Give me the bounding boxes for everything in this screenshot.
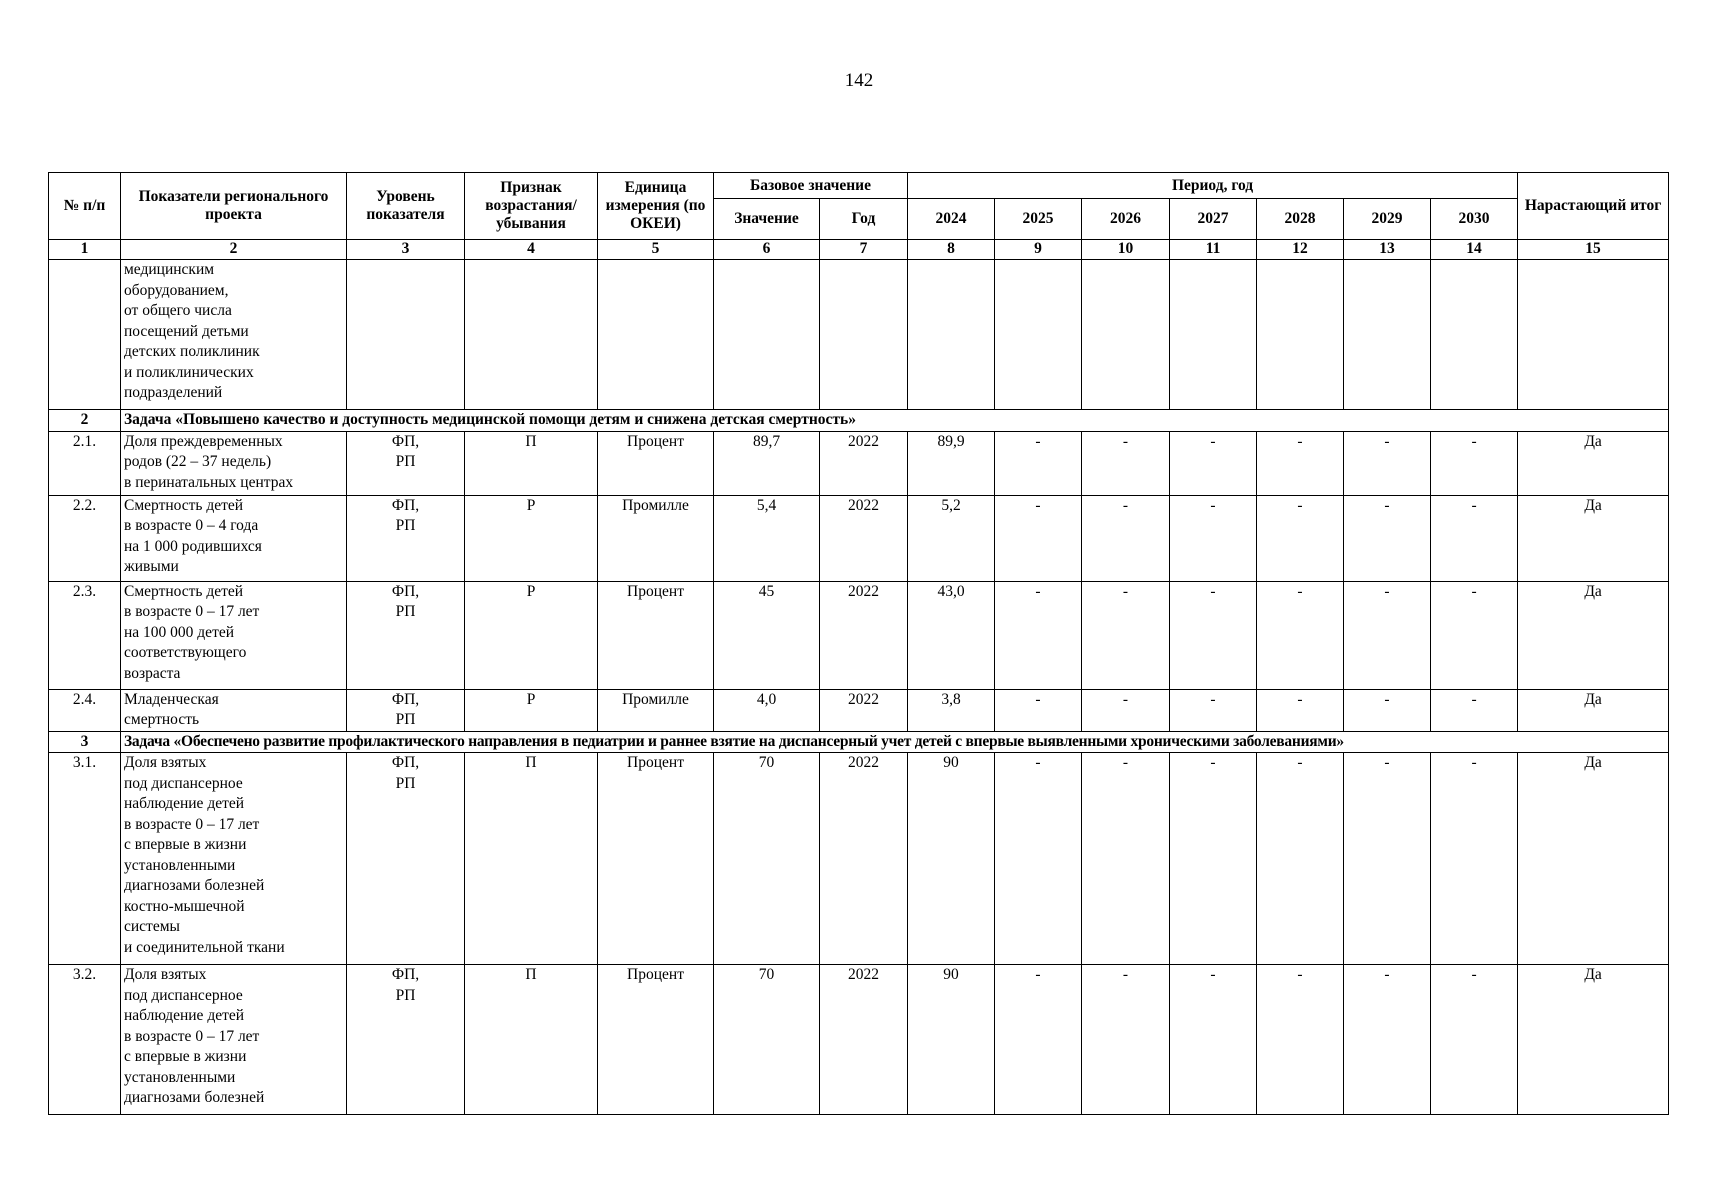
value-dash: - (1082, 431, 1170, 495)
value-dash: - (1257, 431, 1344, 495)
base-value: 5,4 (714, 495, 820, 581)
indicator-row (49, 689, 1669, 731)
column-number: 6 (714, 240, 820, 260)
row-number: 3.2. (49, 965, 121, 1115)
value-dash: - (1257, 753, 1344, 965)
column-number: 1 (49, 240, 121, 260)
value-dash: - (1082, 689, 1170, 731)
task-row-2 (49, 410, 1669, 432)
indicator-name: Младенческая смертность (121, 689, 347, 731)
value-dash: - (1170, 431, 1257, 495)
unit: Промилле (598, 689, 714, 731)
header-unit: Единица измерения (по ОКЕИ) (598, 173, 714, 240)
value-dash: - (1344, 495, 1431, 581)
value-dash: - (1257, 495, 1344, 581)
indicator-row (49, 495, 1669, 581)
row-number: 2.4. (49, 689, 121, 731)
empty-cell (714, 260, 820, 410)
indicator-level: ФП, РП (347, 753, 465, 965)
value-dash: - (1257, 581, 1344, 689)
indicator-level: ФП, РП (347, 581, 465, 689)
cumulative-flag: Да (1518, 753, 1669, 965)
task-number: 2 (49, 410, 121, 432)
column-number: 14 (1431, 240, 1518, 260)
indicator-level: ФП, РП (347, 965, 465, 1115)
empty-cell (1431, 260, 1518, 410)
value-dash: - (1170, 495, 1257, 581)
indicator-row (49, 753, 1669, 965)
task-number: 3 (49, 731, 121, 753)
value-dash: - (1431, 965, 1518, 1115)
indicator-name: Доля взятых под диспансерное наблюдение детей в возрасте 0 – 17 лет с впервые в жизни установленными диагнозами болезней костно-мышечной системы и соединительной ткани (121, 753, 347, 965)
unit: Процент (598, 753, 714, 965)
header-level: Уровень показателя (347, 173, 465, 240)
column-number: 15 (1518, 240, 1669, 260)
unit: Процент (598, 581, 714, 689)
column-number: 10 (1082, 240, 1170, 260)
indicator-row (49, 581, 1669, 689)
empty-cell (820, 260, 908, 410)
header-indicators: Показатели регионального проекта (121, 173, 347, 240)
column-number: 9 (995, 240, 1082, 260)
header-base-year: Год (820, 199, 908, 240)
cumulative-flag: Да (1518, 965, 1669, 1115)
cumulative-flag: Да (1518, 431, 1669, 495)
value-dash: - (1082, 495, 1170, 581)
empty-cell (465, 260, 598, 410)
row-number: 2.3. (49, 581, 121, 689)
indicator-name: Смертность детей в возрасте 0 – 17 лет на 100 000 детей соответствующего возраста (121, 581, 347, 689)
empty-cell (1170, 260, 1257, 410)
value-dash: - (1344, 581, 1431, 689)
value-dash: - (995, 581, 1082, 689)
column-number: 11 (1170, 240, 1257, 260)
header-row-1 (49, 173, 1669, 199)
trend-sign: П (465, 753, 598, 965)
indicator-name: Смертность детей в возрасте 0 – 4 года на 1 000 родившихся живыми (121, 495, 347, 581)
cumulative-flag: Да (1518, 689, 1669, 731)
trend-sign: Р (465, 689, 598, 731)
column-number: 5 (598, 240, 714, 260)
column-number: 13 (1344, 240, 1431, 260)
header-num: № п/п (49, 173, 121, 240)
header-year-2029: 2029 (1344, 199, 1431, 240)
base-year: 2022 (820, 965, 908, 1115)
header-sign: Признак возрастания/ убывания (465, 173, 598, 240)
value-2024: 89,9 (908, 431, 995, 495)
continuation-row (49, 260, 1669, 410)
base-year: 2022 (820, 753, 908, 965)
value-dash: - (1431, 495, 1518, 581)
column-number: 2 (121, 240, 347, 260)
column-number: 3 (347, 240, 465, 260)
cumulative-flag: Да (1518, 495, 1669, 581)
header-year-2026: 2026 (1082, 199, 1170, 240)
value-dash: - (1082, 753, 1170, 965)
value-2024: 3,8 (908, 689, 995, 731)
value-dash: - (1170, 965, 1257, 1115)
row-number: 2.2. (49, 495, 121, 581)
value-dash: - (1431, 689, 1518, 731)
value-dash: - (1431, 753, 1518, 965)
indicators-table (48, 172, 1669, 1115)
trend-sign: П (465, 431, 598, 495)
column-number: 4 (465, 240, 598, 260)
base-value: 89,7 (714, 431, 820, 495)
value-dash: - (1431, 581, 1518, 689)
value-dash: - (1170, 581, 1257, 689)
header-base: Базовое значение (714, 173, 908, 199)
header-year-2027: 2027 (1170, 199, 1257, 240)
empty-cell (49, 260, 121, 410)
row-number: 2.1. (49, 431, 121, 495)
value-dash: - (1170, 753, 1257, 965)
value-dash: - (1082, 965, 1170, 1115)
value-2024: 90 (908, 965, 995, 1115)
empty-cell (995, 260, 1082, 410)
value-dash: - (1170, 689, 1257, 731)
header-year-2030: 2030 (1431, 199, 1518, 240)
indicator-name: Доля преждевременных родов (22 – 37 недель) в перинатальных центрах (121, 431, 347, 495)
value-dash: - (995, 753, 1082, 965)
trend-sign: П (465, 965, 598, 1115)
value-dash: - (1082, 581, 1170, 689)
value-dash: - (1344, 965, 1431, 1115)
value-dash: - (1257, 965, 1344, 1115)
value-dash: - (1431, 431, 1518, 495)
header-year-2024: 2024 (908, 199, 995, 240)
indicator-name: Доля взятых под диспансерное наблюдение детей в возрасте 0 – 17 лет с впервые в жизни установленными диагнозами болезней (121, 965, 347, 1115)
base-year: 2022 (820, 689, 908, 731)
value-dash: - (995, 431, 1082, 495)
value-2024: 90 (908, 753, 995, 965)
task-row-3 (49, 731, 1669, 753)
base-value: 4,0 (714, 689, 820, 731)
empty-cell (598, 260, 714, 410)
trend-sign: Р (465, 581, 598, 689)
unit: Промилле (598, 495, 714, 581)
header-year-2025: 2025 (995, 199, 1082, 240)
value-dash: - (995, 965, 1082, 1115)
row-number: 3.1. (49, 753, 121, 965)
column-number: 8 (908, 240, 995, 260)
value-2024: 43,0 (908, 581, 995, 689)
task-title: Задача «Повышено качество и доступность медицинской помощи детям и снижена детская смертность» (121, 410, 1669, 432)
header-year-2028: 2028 (1257, 199, 1344, 240)
indicator-level: ФП, РП (347, 689, 465, 731)
cumulative-flag: Да (1518, 581, 1669, 689)
base-value: 45 (714, 581, 820, 689)
task-title: Задача «Обеспечено развитие профилактического направления в педиатрии и раннее взятие на диспансерный учет детей с впервые выявленными хроническими заболеваниями» (121, 731, 1669, 753)
trend-sign: Р (465, 495, 598, 581)
value-dash: - (1344, 689, 1431, 731)
empty-cell (1082, 260, 1170, 410)
continuation-text: медицинским оборудованием, от общего числа посещений детьми детских поликлиник и поликлинических подразделений (121, 260, 347, 410)
column-number: 7 (820, 240, 908, 260)
unit: Процент (598, 431, 714, 495)
empty-cell (347, 260, 465, 410)
value-2024: 5,2 (908, 495, 995, 581)
empty-cell (1518, 260, 1669, 410)
value-dash: - (1257, 689, 1344, 731)
column-number: 12 (1257, 240, 1344, 260)
page-number: 142 (844, 70, 874, 91)
value-dash: - (1344, 753, 1431, 965)
column-numbers-row (49, 240, 1669, 260)
indicator-row (49, 965, 1669, 1115)
unit: Процент (598, 965, 714, 1115)
header-cumulative: Нарастающий итог (1518, 173, 1669, 240)
indicator-level: ФП, РП (347, 431, 465, 495)
indicator-level: ФП, РП (347, 495, 465, 581)
base-value: 70 (714, 965, 820, 1115)
header-base-value: Значение (714, 199, 820, 240)
empty-cell (908, 260, 995, 410)
base-year: 2022 (820, 431, 908, 495)
header-period: Период, год (908, 173, 1518, 199)
value-dash: - (995, 689, 1082, 731)
base-year: 2022 (820, 581, 908, 689)
value-dash: - (995, 495, 1082, 581)
empty-cell (1344, 260, 1431, 410)
empty-cell (1257, 260, 1344, 410)
base-year: 2022 (820, 495, 908, 581)
value-dash: - (1344, 431, 1431, 495)
base-value: 70 (714, 753, 820, 965)
indicator-row (49, 431, 1669, 495)
